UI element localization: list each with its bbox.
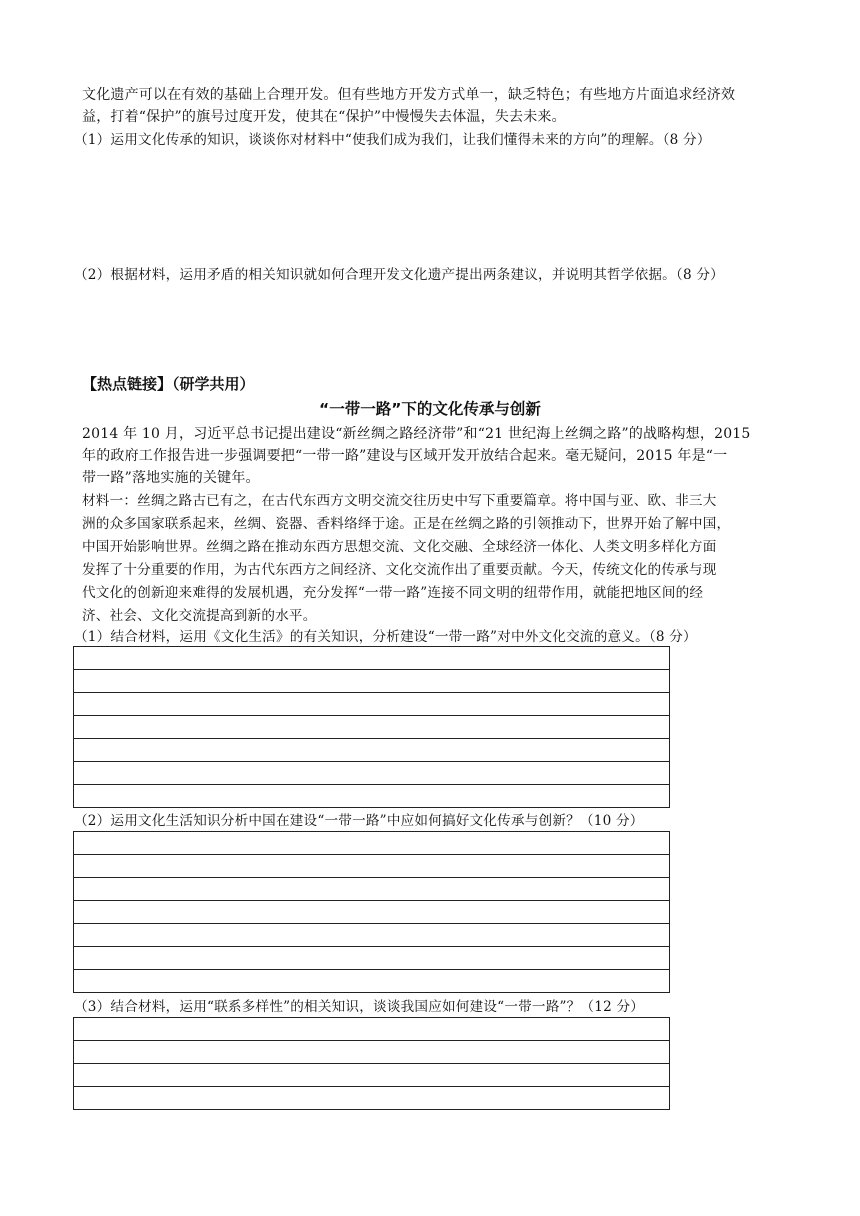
answer-line[interactable] bbox=[74, 1087, 669, 1110]
answer-line[interactable] bbox=[74, 647, 669, 670]
answer-line[interactable] bbox=[74, 739, 669, 762]
answer-line[interactable] bbox=[74, 762, 669, 785]
answer-line[interactable] bbox=[74, 970, 669, 993]
answer-line[interactable] bbox=[74, 670, 669, 693]
intro-line: 带一路”落地实施的关键年。 bbox=[82, 470, 260, 486]
answer-line[interactable] bbox=[74, 1064, 669, 1087]
answer-line[interactable] bbox=[74, 855, 669, 878]
section-title: “一带一路”下的文化传承与创新 bbox=[319, 400, 541, 418]
answer-line[interactable] bbox=[74, 924, 669, 947]
hot-question-3: （3）结合材料，运用“联系多样性”的相关知识，谈谈我国应如何建设“一带一路”？（12 分） bbox=[74, 999, 645, 1015]
material-one-line: 洲的众多国家联系起来，丝绸、瓷器、香料络绎于途。正是在丝绸之路的引领推动下，世界开始了解中国， bbox=[82, 516, 731, 532]
material-one-line: 发挥了十分重要的作用，为古代东西方之间经济、文化交流作出了重要贡献。今天，传统文化的传承与现 bbox=[82, 562, 717, 578]
section-heading: 【热点链接】（研学共用） bbox=[82, 375, 255, 393]
material-text-line: 文化遗产可以在有效的基础上合理开发。但有些地方开发方式单一，缺乏特色；有些地方片面追求经济效 bbox=[82, 87, 736, 103]
intro-line: 年的政府工作报告进一步强调要把“一带一路”建设与区域开发开放结合起来。毫无疑问，2015 年是“一 bbox=[82, 448, 728, 464]
intro-line: 2014 年 10 月，习近平总书记提出建设“新丝绸之路经济带”和“21 世纪海上丝绸之路”的战略构想，2015 bbox=[82, 426, 751, 442]
answer-box-3[interactable] bbox=[73, 1017, 670, 1110]
material-one-line: 济、社会、文化交流提高到新的水平。 bbox=[82, 608, 317, 624]
material-text-line: 益，打着“保护”的旗号过度开发，使其在“保护”中慢慢失去体温，失去未来。 bbox=[82, 109, 566, 125]
answer-line[interactable] bbox=[74, 693, 669, 716]
material-one-line: 材料一：丝绸之路古已有之，在古代东西方文明交流交往历史中写下重要篇章。将中国与亚、欧、非三大 bbox=[82, 493, 717, 509]
material-one-line: 代文化的创新迎来难得的发展机遇，充分发挥“一带一路”连接不同文明的纽带作用，就能把地区间的经 bbox=[82, 585, 704, 601]
answer-box-1[interactable] bbox=[73, 646, 670, 808]
answer-line[interactable] bbox=[74, 785, 669, 808]
answer-line[interactable] bbox=[74, 878, 669, 901]
answer-line[interactable] bbox=[74, 1041, 669, 1064]
question-2: （2）根据材料，运用矛盾的相关知识就如何合理开发文化遗产提出两条建议，并说明其哲学依据。（8 分） bbox=[74, 267, 724, 283]
hot-question-1: （1）结合材料，运用《文化生活》的有关知识，分析建设“一带一路”对中外文化交流的意义。（8 分） bbox=[74, 629, 697, 645]
hot-question-2: （2）运用文化生活知识分析中国在建设“一带一路”中应如何搞好文化传承与创新？（10 分） bbox=[74, 813, 644, 829]
answer-line[interactable] bbox=[74, 1018, 669, 1041]
answer-line[interactable] bbox=[74, 901, 669, 924]
material-one-line: 中国开始影响世界。丝绸之路在推动东西方思想交流、文化交融、全球经济一体化、人类文明多样化方面 bbox=[82, 539, 717, 555]
answer-line[interactable] bbox=[74, 832, 669, 855]
answer-box-2[interactable] bbox=[73, 831, 670, 993]
answer-line[interactable] bbox=[74, 947, 669, 970]
answer-line[interactable] bbox=[74, 716, 669, 739]
question-1: （1）运用文化传承的知识，谈谈你对材料中“使我们成为我们，让我们懂得未来的方向”的理解。（8 分） bbox=[74, 132, 711, 148]
